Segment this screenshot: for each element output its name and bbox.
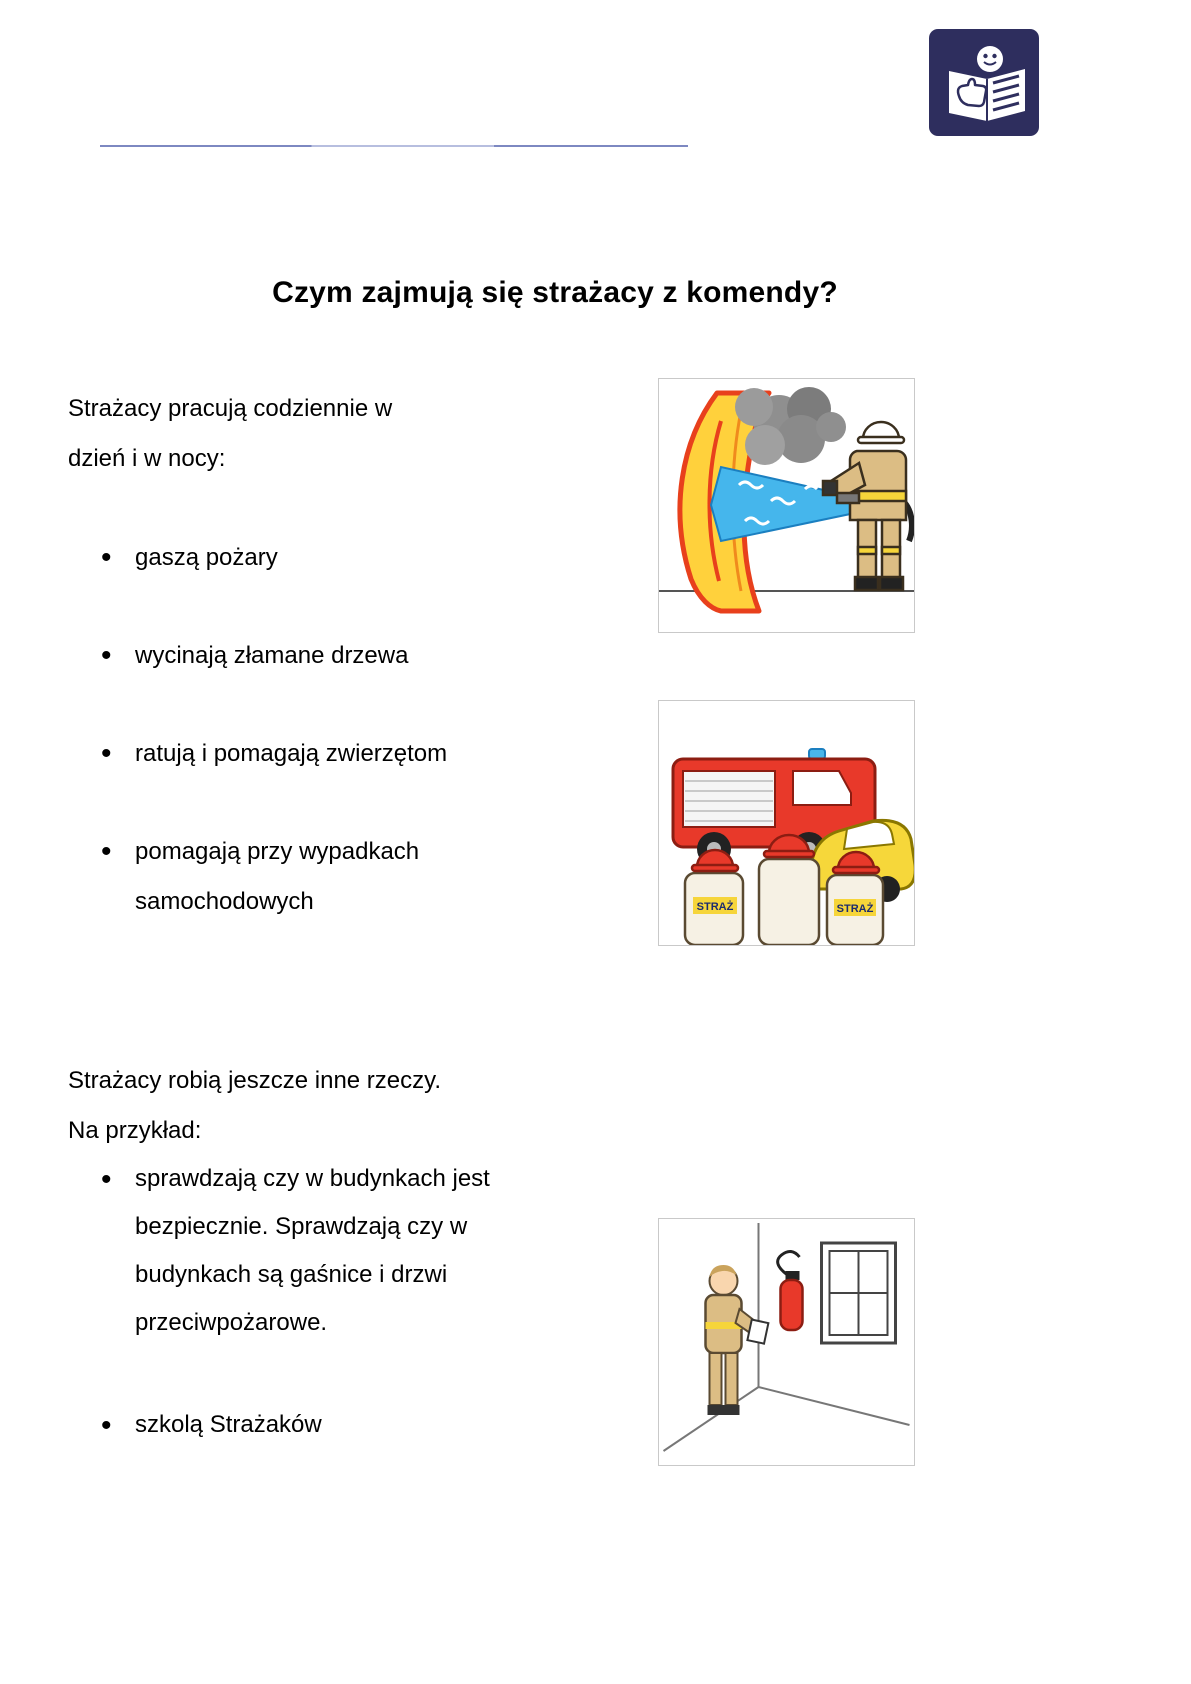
- fire-safety-inspection-illustration: [658, 1218, 915, 1466]
- section2-intro: [68, 1056, 648, 1156]
- list-item: • ratują i pomagają zwierzętom: [97, 729, 537, 779]
- jacket-label-right: STRAŻ: [836, 903, 874, 915]
- jacket-label-left: STRAŻ: [696, 901, 734, 913]
- intro-line: Strażacy robią jeszcze inne rzeczy.: [68, 1067, 442, 1094]
- intro-line: Strażacy pracują codziennie w: [68, 395, 393, 422]
- section1-bullet-list: [97, 533, 537, 975]
- section1-intro: [68, 384, 648, 484]
- window: [822, 1243, 896, 1343]
- page-title: Czym zajmują się strażacy z komendy?: [272, 276, 838, 309]
- intro-line: Na przykład:: [68, 1117, 202, 1144]
- easy-to-read-logo-icon: [929, 29, 1039, 136]
- fire-truck-car-accident-illustration: [658, 700, 915, 946]
- firefighter-extinguishing-fire-illustration: [658, 378, 915, 633]
- easy-to-read-logo-graphic: [929, 29, 1039, 136]
- list-item: • gaszą pożary: [97, 533, 537, 583]
- intro-line: dzień i w nocy:: [68, 445, 226, 472]
- fire-extinguisher: [778, 1251, 803, 1330]
- firefighters: [685, 835, 883, 945]
- list-item: • pomagają przy wypadkach samochodowych: [97, 827, 537, 927]
- list-item: • sprawdzają czy w budynkach jest bezpiecznie. Sprawdzają czy w budynkach są gaśnice i drzwi przeciwpożarowe.: [97, 1155, 497, 1347]
- list-item: • szkolą Strażaków: [97, 1401, 497, 1449]
- header-divider-line: [100, 145, 688, 147]
- list-item: • wycinają złamane drzewa: [97, 631, 537, 681]
- section2-bullet-list: [97, 1155, 497, 1503]
